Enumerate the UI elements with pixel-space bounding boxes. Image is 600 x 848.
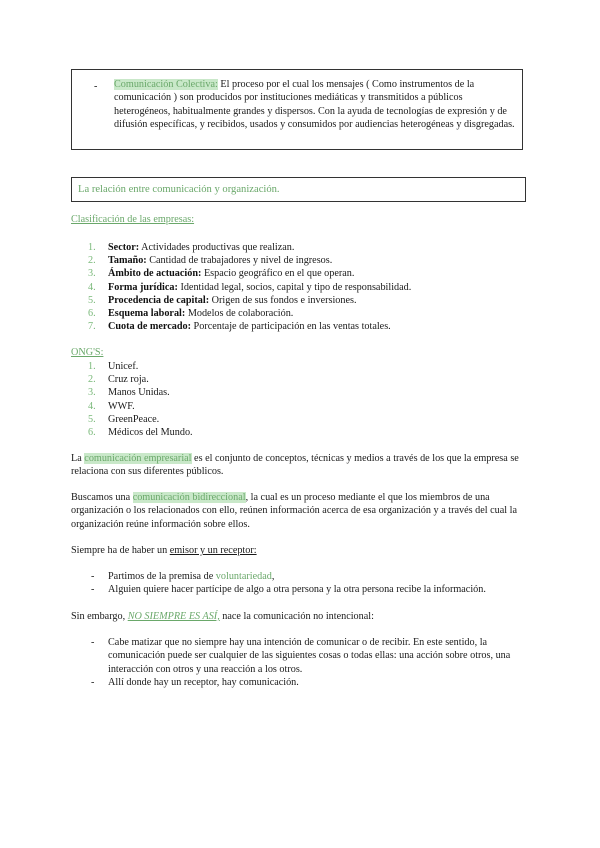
list-text: Unicef. — [108, 361, 139, 372]
list-number: 6. — [88, 307, 96, 319]
bullet-text — [108, 570, 531, 583]
bullet-post: , — [271, 571, 275, 582]
bullets-voluntariedad — [91, 570, 531, 597]
list-text: Espacio geográfico en el que operan. — [201, 268, 355, 280]
list-content — [108, 320, 391, 333]
bullet-item — [91, 570, 531, 583]
list-content — [108, 254, 332, 267]
list-content — [108, 241, 294, 254]
list-number: 1. — [88, 361, 96, 372]
list-text: Médicos del Mundo. — [108, 426, 193, 438]
list-content — [108, 281, 411, 294]
bullet-dash: - — [91, 571, 95, 582]
list-content — [108, 267, 354, 280]
p2-post: , la cual es un proceso mediante el que los miembros de una organización o los relacionados con ello, reúnen información acerca de esa organización y a través del cual la organización reúne información sobre ellos. — [71, 492, 517, 530]
bullets-no-intencional — [91, 636, 531, 689]
p1-highlight: comunicación empresarial — [84, 453, 192, 464]
bullet-pre: Alguien quiere hacer partícipe de algo a otra persona y la otra persona recibe la información. — [108, 584, 486, 596]
p1-pre: La — [71, 453, 85, 464]
list-content — [108, 294, 357, 307]
p1-post: es el conjunto de conceptos, técnicas y medios a través de los que la empresa se relaciona con sus diferentes públicos. — [71, 453, 519, 478]
p2-pre: Buscamos una — [71, 492, 133, 503]
bullet-item — [91, 676, 531, 689]
list-text: Identidad legal, socios, capital y tipo de responsabilidad. — [177, 281, 412, 293]
bullet-dash: - — [91, 676, 95, 688]
section-title-box — [71, 177, 526, 202]
bullet-text: Cabe matizar que no siempre hay una intención de comunicar o de recibir. En este sentido, la comunicación puede ser cualquier de las siguientes cosas o todas ellas: una acción sobre otros, una interacción con otros y una reacción a los otros. — [108, 637, 511, 675]
list-dash: - — [94, 81, 98, 92]
p2-highlight: comunicación bidireccional — [132, 492, 246, 503]
paragraph-bidireccional — [71, 491, 531, 531]
list-number: 3. — [88, 387, 96, 399]
clasificacion-heading — [71, 213, 531, 226]
list-text: Origen de sus fondos e inversiones. — [209, 294, 357, 306]
list-label: Forma jurídica: — [108, 281, 178, 293]
list-content — [108, 307, 293, 320]
paragraph-no-intencional — [71, 610, 531, 623]
list-number: 5. — [88, 294, 96, 306]
list-text: Modelos de colaboración. — [185, 307, 294, 319]
list-text: Actividades productivas que realizan. — [139, 242, 295, 253]
bullet-item — [91, 583, 531, 596]
list-label: Sector: — [108, 242, 140, 253]
bullet-dash: - — [91, 584, 95, 596]
definition-term: Comunicación Colectiva: — [114, 79, 218, 90]
p3-underlined: emisor y un receptor: — [169, 545, 257, 556]
bullet-item — [91, 636, 531, 676]
bullet-dash: - — [91, 637, 95, 648]
clasificacion-heading-text: Clasificación de las empresas: — [71, 214, 195, 225]
list-label: Procedencia de capital: — [108, 294, 210, 306]
paragraph-emisor-receptor — [71, 544, 531, 557]
section-title: La relación entre comunicación y organización. — [78, 184, 280, 195]
definition-body: El proceso por el cual los mensajes ( Como instrumentos de la comunicación ) son producidos por instituciones mediáticas y transmitidos a públicos heterogéneos, habitualmente grandes y dispersos. Con la ayuda de tecnologías de expresión y de difusión específicas, y recibidos, usados y consumidos por audiencias heterogéneas y disgregadas. — [114, 79, 515, 130]
definition-box — [71, 69, 523, 150]
list-number: 6. — [88, 426, 96, 438]
list-number: 4. — [88, 281, 96, 293]
list-number: 4. — [88, 400, 96, 412]
list-text: Manos Unidas. — [108, 387, 170, 399]
bullet-text — [108, 583, 531, 596]
list-text: GreenPeace. — [108, 413, 160, 425]
definition-text — [114, 78, 516, 131]
list-label: Tamaño: — [108, 255, 147, 267]
bullet-green: voluntariedad — [215, 571, 272, 582]
ongs-heading — [71, 346, 531, 359]
list-label: Ámbito de actuación: — [108, 268, 202, 280]
bullet-pre: Partimos de la premisa de — [108, 571, 216, 582]
list-number: 5. — [88, 413, 96, 425]
p4-post: nace la comunicación no intencional: — [219, 611, 374, 622]
list-text: Cruz roja. — [108, 374, 149, 386]
p4-pre: Sin embargo, — [71, 611, 128, 622]
list-number: 2. — [88, 255, 96, 267]
list-text: WWF. — [108, 400, 135, 412]
list-number: 3. — [88, 268, 96, 280]
list-text: Cantidad de trabajadores y nivel de ingresos. — [146, 255, 333, 267]
p3-pre: Siempre ha de haber un — [71, 545, 170, 556]
list-number: 2. — [88, 374, 96, 386]
bullet-text: Allí donde hay un receptor, hay comunicación. — [108, 676, 299, 688]
list-label: Cuota de mercado: — [108, 321, 191, 333]
list-label: Esquema laboral: — [108, 307, 186, 319]
p4-italic: NO SIEMPRE ES ASÍ, — [127, 611, 220, 622]
list-text: Porcentaje de participación en las ventas totales. — [191, 321, 391, 333]
ongs-heading-text: ONG'S: — [71, 347, 104, 358]
list-number: 7. — [88, 321, 96, 333]
paragraph-comunicacion-empresarial — [71, 452, 531, 479]
list-number: 1. — [88, 242, 96, 253]
